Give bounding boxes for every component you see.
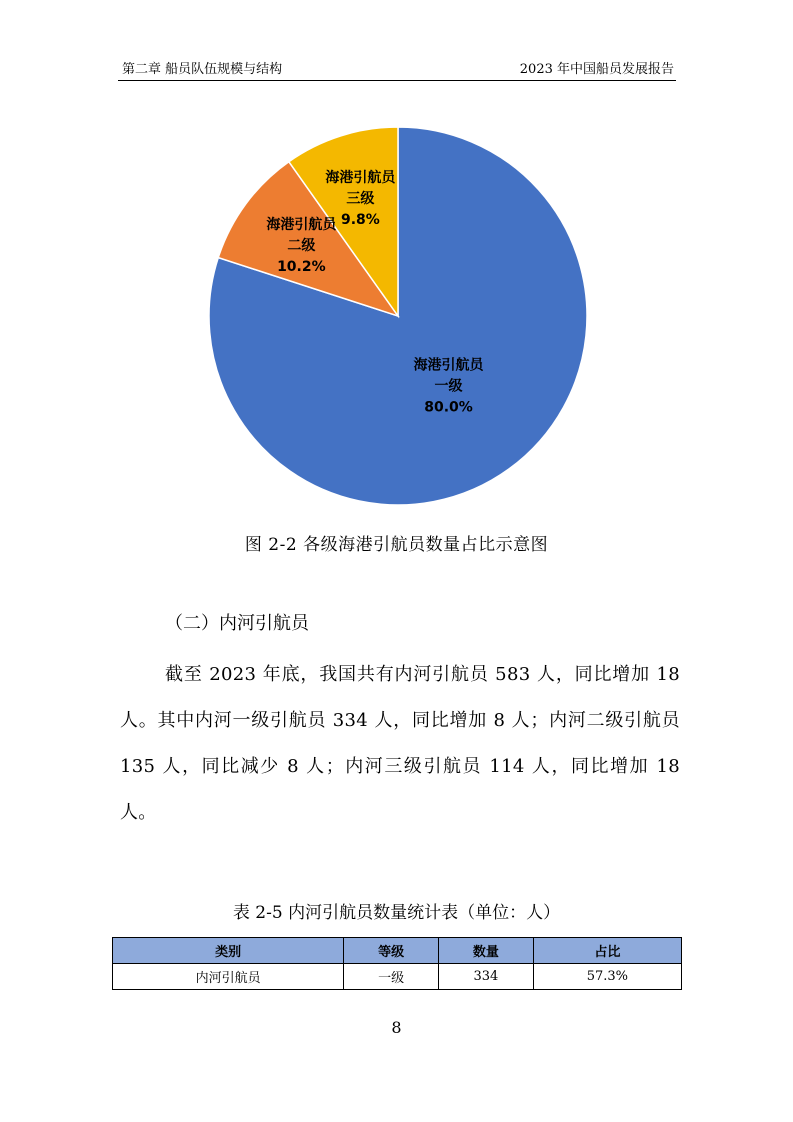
slice-label-3-line-3: 9.8% [341,211,380,228]
cell-level: 一级 [344,964,439,990]
pie-chart [0,0,793,520]
cell-share: 57.3% [533,964,681,990]
table-title: 表 2-5 内河引航员数量统计表（单位：人） [232,903,561,923]
section-heading: （二）内河引航员 [165,613,309,634]
slice-label-1-line-2: 一级 [434,378,463,395]
slice-label-3-line-1: 海港引航员 [325,169,396,186]
slice-label-1-line-1: 海港引航员 [413,357,484,374]
slice-label-2-line-2: 二级 [287,237,316,254]
table-row [113,964,682,990]
figure-caption: 图 2-2 各级海港引航员数量占比示意图 [244,535,549,555]
body-paragraph: 截至 2023 年底，我国共有内河引航员 583 人，同比增加 18 人。其中内河一级引航员 334 人，同比增加 8 人；内河二级引航员 135 人，同比减少 8 人；内河三级引航员 114 人，同比增加 18 人。 [120,664,680,823]
table-header-row [113,938,682,964]
report-title: 2023 年中国船员发展报告 [519,62,674,77]
header-level: 等级 [344,938,439,964]
page-number: 8 [391,1018,402,1037]
slice-label-2-line-3: 10.2% [277,258,326,275]
cell-count: 334 [439,964,534,990]
cell-category: 内河引航员 [113,964,344,990]
chapter-title: 第二章 船员队伍规模与结构 [122,62,283,77]
stats-table [112,937,682,990]
header-count: 数量 [439,938,534,964]
slice-label-2-line-1: 海港引航员 [266,216,337,233]
header-category: 类别 [113,938,344,964]
slice-label-1-line-3: 80.0% [424,399,473,416]
header-share: 占比 [533,938,681,964]
slice-label-3-line-2: 三级 [346,190,375,207]
